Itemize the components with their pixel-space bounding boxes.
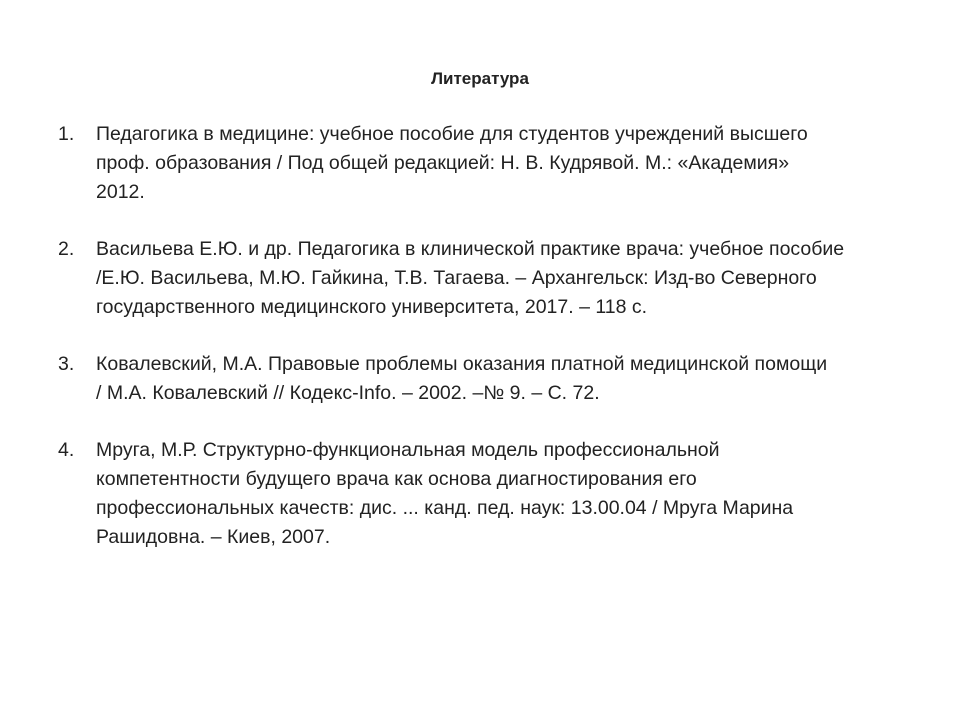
reference-line: компетентности будущего врача как основа диагностирования его	[96, 468, 697, 490]
reference-line: Мруга, М.Р. Структурно-функциональная модель профессиональной	[96, 439, 720, 461]
reference-item-1	[58, 120, 938, 207]
reference-line: Педагогика в медицине: учебное пособие для студентов учреждений высшего	[96, 123, 808, 145]
reference-number: 3.	[58, 353, 75, 375]
reference-number: 2.	[58, 238, 75, 260]
reference-line: государственного медицинского университета, 2017. – 118 с.	[96, 296, 647, 318]
reference-item-4	[58, 436, 938, 552]
reference-line: профессиональных качеств: дис. ... канд. пед. наук: 13.00.04 / Мруга Марина	[96, 497, 794, 519]
page-title: Литература	[431, 69, 529, 88]
reference-line: / М.А. Ковалевский // Кодекс-Info. – 2002. –№ 9. – С. 72.	[96, 382, 600, 404]
reference-number: 1.	[58, 123, 75, 145]
reference-item-3	[58, 350, 938, 408]
reference-number: 4.	[58, 439, 75, 461]
reference-line: /Е.Ю. Васильева, М.Ю. Гайкина, Т.В. Тагаева. – Архангельск: Изд-во Северного	[96, 267, 817, 289]
reference-line: 2012.	[96, 181, 145, 203]
reference-list	[58, 120, 938, 580]
reference-item-2	[58, 235, 938, 322]
reference-line: проф. образования / Под общей редакцией: Н. В. Кудрявой. М.: «Академия»	[96, 152, 790, 174]
reference-line: Рашидовна. – Киев, 2007.	[96, 526, 331, 548]
reference-line: Васильева Е.Ю. и др. Педагогика в клинической практике врача: учебное пособие	[96, 238, 845, 260]
reference-line: Ковалевский, М.А. Правовые проблемы оказания платной медицинской помощи	[96, 353, 828, 375]
